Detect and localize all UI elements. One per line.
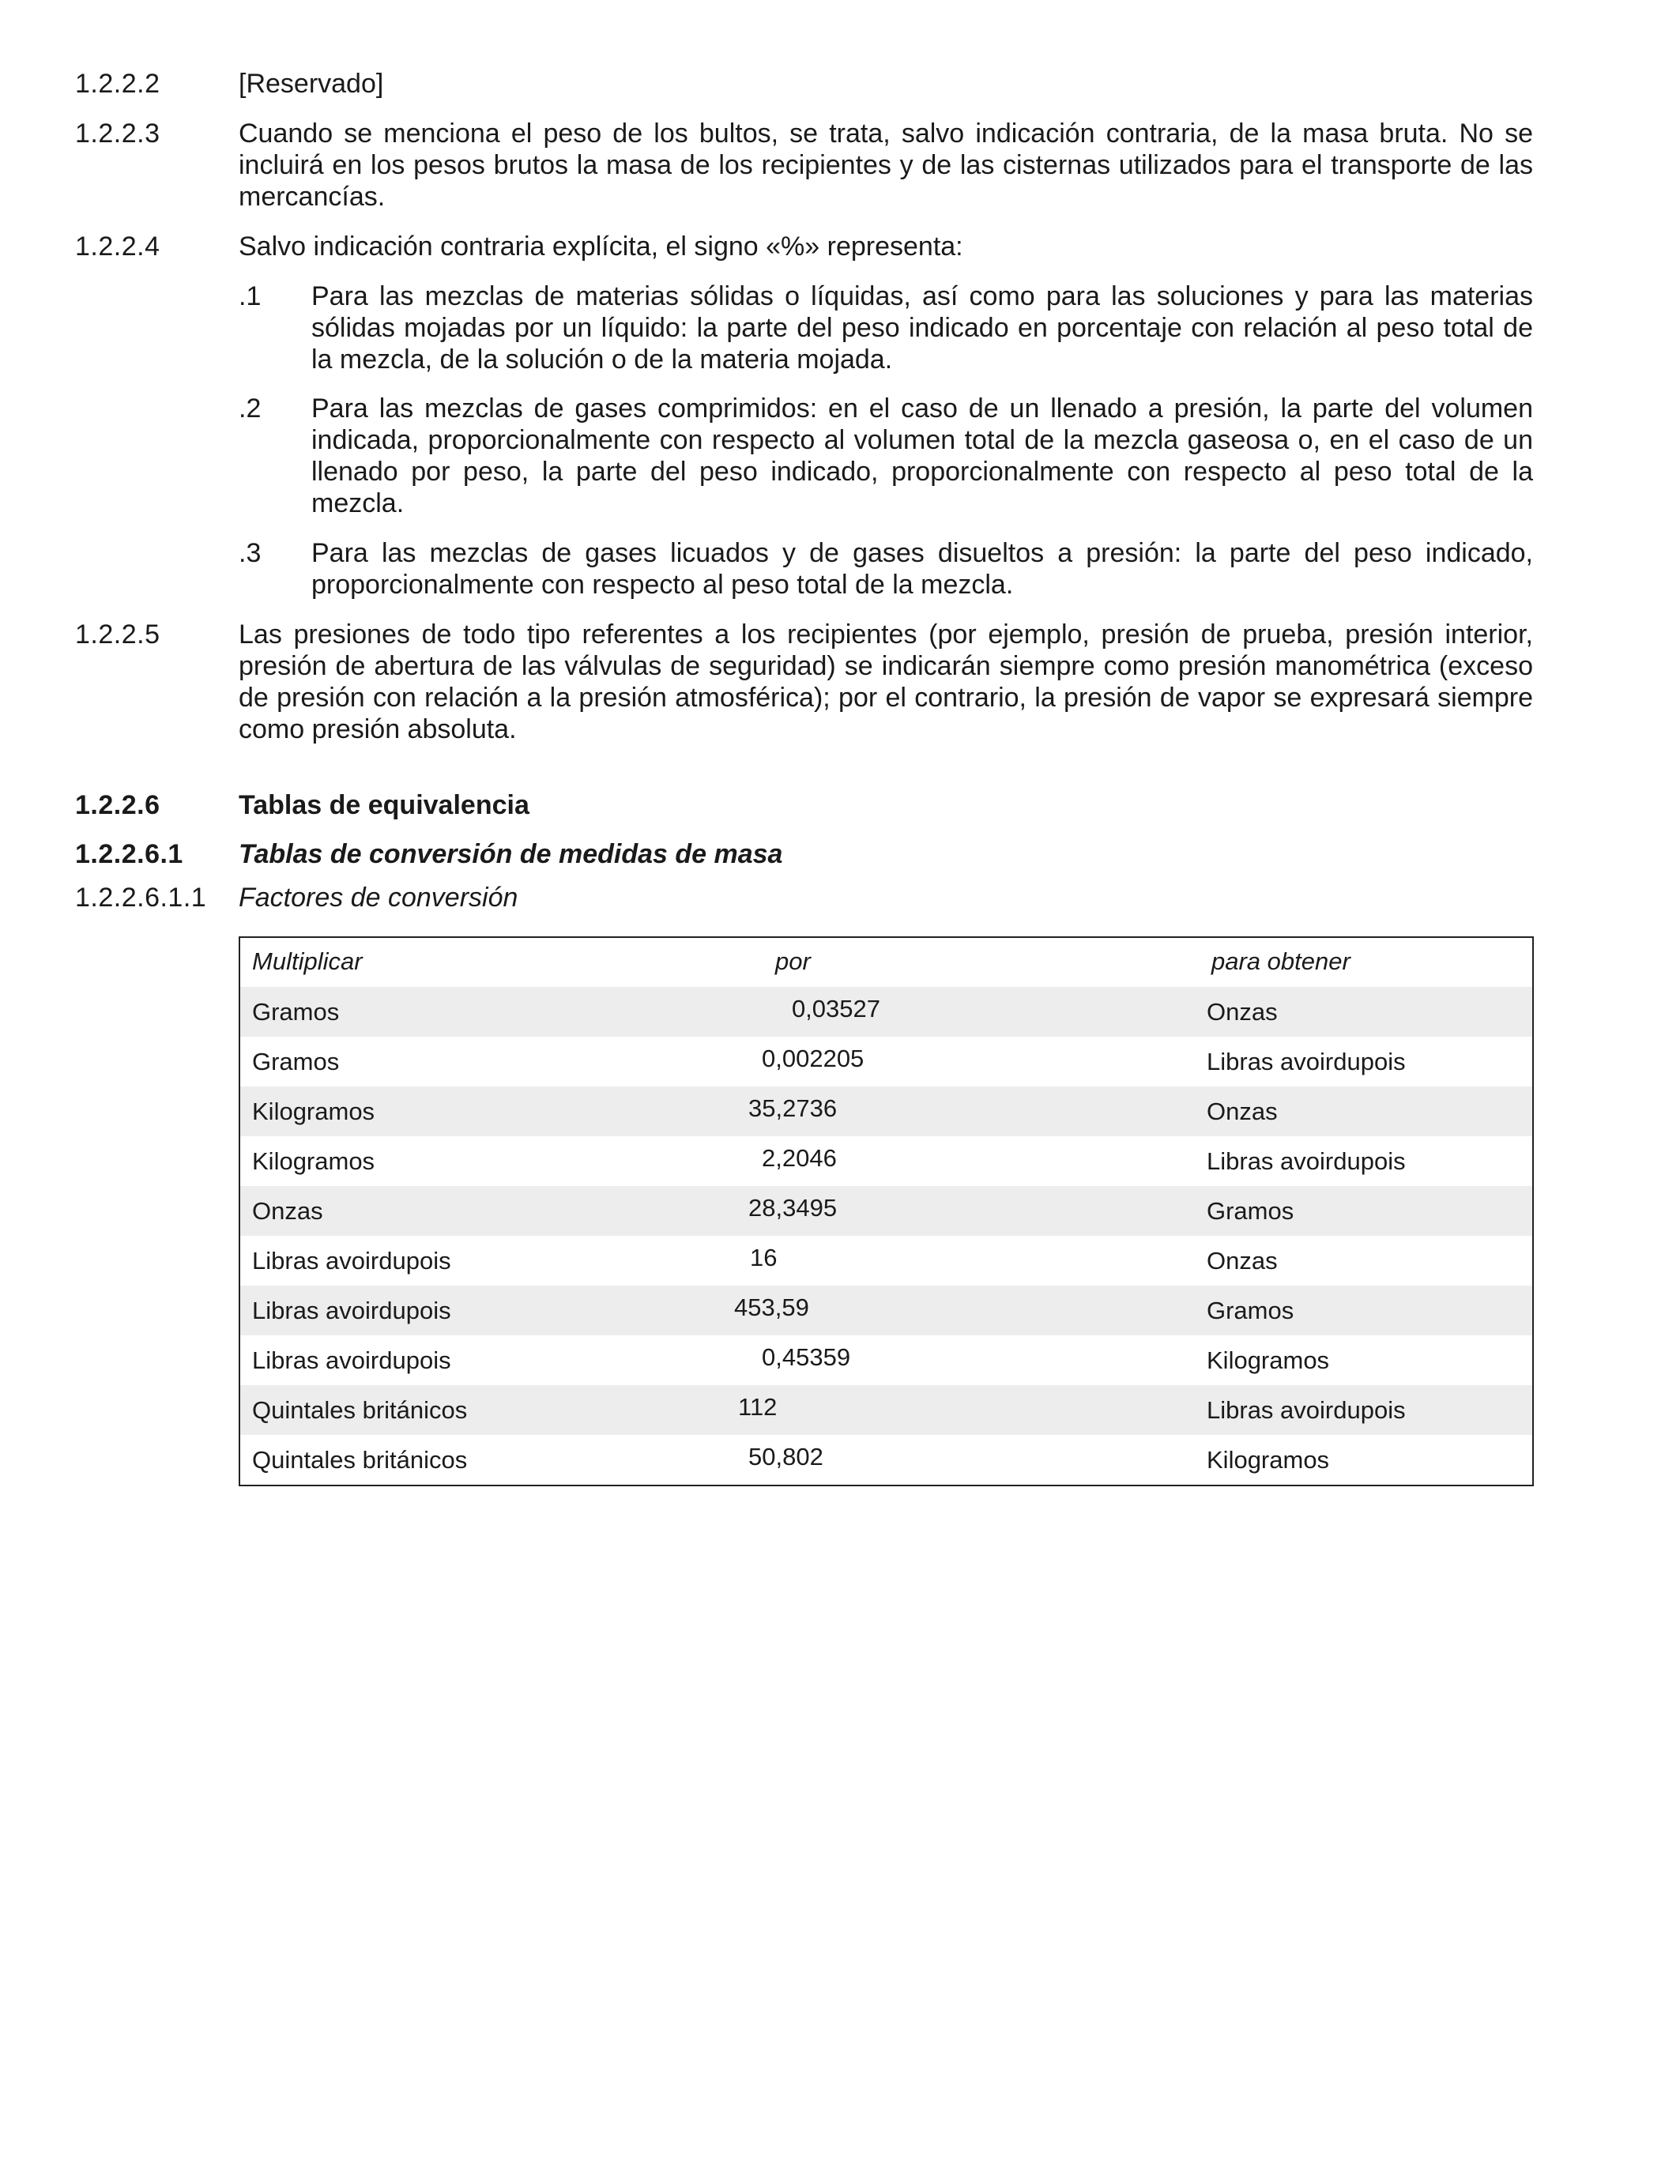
table-cell: Gramos [252, 1048, 340, 1075]
list-item-1 [239, 281, 1533, 375]
list-item-text: Para las mezclas de materias sólidas o líquidas, así como para las soluciones y para las materias sólidas mojadas por un líquido: la parte del peso indicado en porcentaje con relación al peso total de la mezcla, de la solución o de la materia mojada. [311, 281, 1533, 375]
list-marker: .2 [239, 393, 262, 424]
table-cell: 35,2736 [748, 1094, 838, 1122]
column-header: por [775, 947, 811, 975]
section-1-2-2-6-1-1 [75, 882, 1533, 913]
table-cell: 28,3495 [748, 1194, 838, 1222]
table-row [240, 1186, 1532, 1236]
section-heading: Tablas de equivalencia [239, 790, 529, 820]
section-number: 1.2.2.3 [75, 119, 160, 149]
conversion-table [239, 936, 1534, 1486]
section-1-2-2-6-1 [75, 838, 1533, 870]
table-row [240, 1037, 1532, 1086]
section-number: 1.2.2.6 [75, 790, 160, 820]
table-row [240, 1335, 1532, 1385]
column-header: Multiplicar [252, 947, 363, 975]
table-cell: Onzas [1207, 1247, 1278, 1275]
table-cell: 0,03527 [791, 995, 880, 1022]
table-row [240, 1236, 1532, 1286]
table-cell: 2,2046 [762, 1144, 837, 1172]
section-1-2-2-2 [75, 68, 1533, 100]
table-row [240, 1086, 1532, 1136]
table-cell: Kilogramos [1207, 1346, 1330, 1374]
table-cell: Libras avoirdupois [1207, 1147, 1406, 1175]
section-heading: Tablas de conversión de medidas de masa [239, 839, 783, 869]
table-cell: Gramos [252, 998, 340, 1026]
table-cell: Quintales británicos [252, 1446, 468, 1474]
list-item-text: Para las mezclas de gases comprimidos: en el caso de un llenado a presión, la parte del volumen indicada, proporcionalmente con respecto al volumen total de la mezcla gaseosa o, en el caso de un llenado por peso, la parte del peso indicado, proporcionalmente con respecto al peso total de la mezcla. [311, 393, 1533, 518]
section-text: Las presiones de todo tipo referentes a los recipientes (por ejemplo, presión de prueba, presión interior, presión de abertura de las válvulas de seguridad) se indicarán siempre como presión manométrica (exceso de presión con relación a la presión atmosférica); por el contrario, la presión de vapor se expresará siempre como presión absoluta. [239, 619, 1533, 744]
table-row [240, 1385, 1532, 1435]
section-heading: Factores de conversión [239, 883, 518, 913]
section-number: 1.2.2.5 [75, 619, 160, 650]
section-text: Salvo indicación contraria explícita, el signo «%» representa: [239, 232, 963, 262]
table-cell: Kilogramos [252, 1147, 375, 1175]
table-row [240, 1136, 1532, 1186]
table-cell: Kilogramos [252, 1098, 375, 1125]
table-cell: Libras avoirdupois [1207, 1048, 1406, 1075]
section-1-2-2-5 [75, 619, 1533, 745]
table-cell: 112 [738, 1393, 778, 1421]
column-header: para obtener [1211, 947, 1350, 975]
list-marker: .3 [239, 538, 262, 568]
table-cell: Gramos [1207, 1297, 1294, 1324]
section-number: 1.2.2.6.1 [75, 839, 183, 869]
list-item-2 [239, 393, 1533, 519]
section-1-2-2-6 [75, 789, 1533, 821]
table-cell: Libras avoirdupois [252, 1346, 451, 1374]
table-row [240, 1286, 1532, 1335]
section-number: 1.2.2.2 [75, 69, 160, 99]
table-cell: Onzas [1207, 998, 1278, 1026]
table-cell: 0,45359 [762, 1343, 851, 1371]
section-text: [Reservado] [239, 69, 384, 99]
table-cell: Libras avoirdupois [252, 1247, 451, 1275]
section-1-2-2-4 [75, 231, 1533, 262]
section-1-2-2-3 [75, 118, 1533, 213]
section-number: 1.2.2.4 [75, 232, 160, 262]
table-cell: 50,802 [748, 1443, 823, 1470]
table-row [240, 987, 1532, 1037]
list-item-3 [239, 537, 1533, 601]
section-number: 1.2.2.6.1.1 [75, 883, 207, 913]
list-item-text: Para las mezclas de gases licuados y de gases disueltos a presión: la parte del peso indicado, proporcionalmente con respecto al peso total de la mezcla. [311, 538, 1533, 600]
table-header-row [240, 938, 1532, 987]
table-cell: 453,59 [734, 1293, 809, 1321]
table-cell: 0,002205 [762, 1045, 864, 1072]
table-cell: Libras avoirdupois [252, 1297, 451, 1324]
table-cell: Libras avoirdupois [1207, 1396, 1406, 1424]
table-cell: Kilogramos [1207, 1446, 1330, 1474]
table-cell: Quintales británicos [252, 1396, 468, 1424]
table-cell: Onzas [1207, 1098, 1278, 1125]
section-text: Cuando se menciona el peso de los bultos, se trata, salvo indicación contraria, de la masa bruta. No se incluirá en los pesos brutos la masa de los recipientes y de las cisternas utilizados para el transporte de las mercancías. [239, 119, 1533, 212]
table-row [240, 1435, 1532, 1485]
table-cell: Gramos [1207, 1197, 1294, 1225]
list-marker: .1 [239, 281, 262, 311]
table-cell: 16 [750, 1244, 778, 1271]
table-cell: Onzas [252, 1197, 323, 1225]
